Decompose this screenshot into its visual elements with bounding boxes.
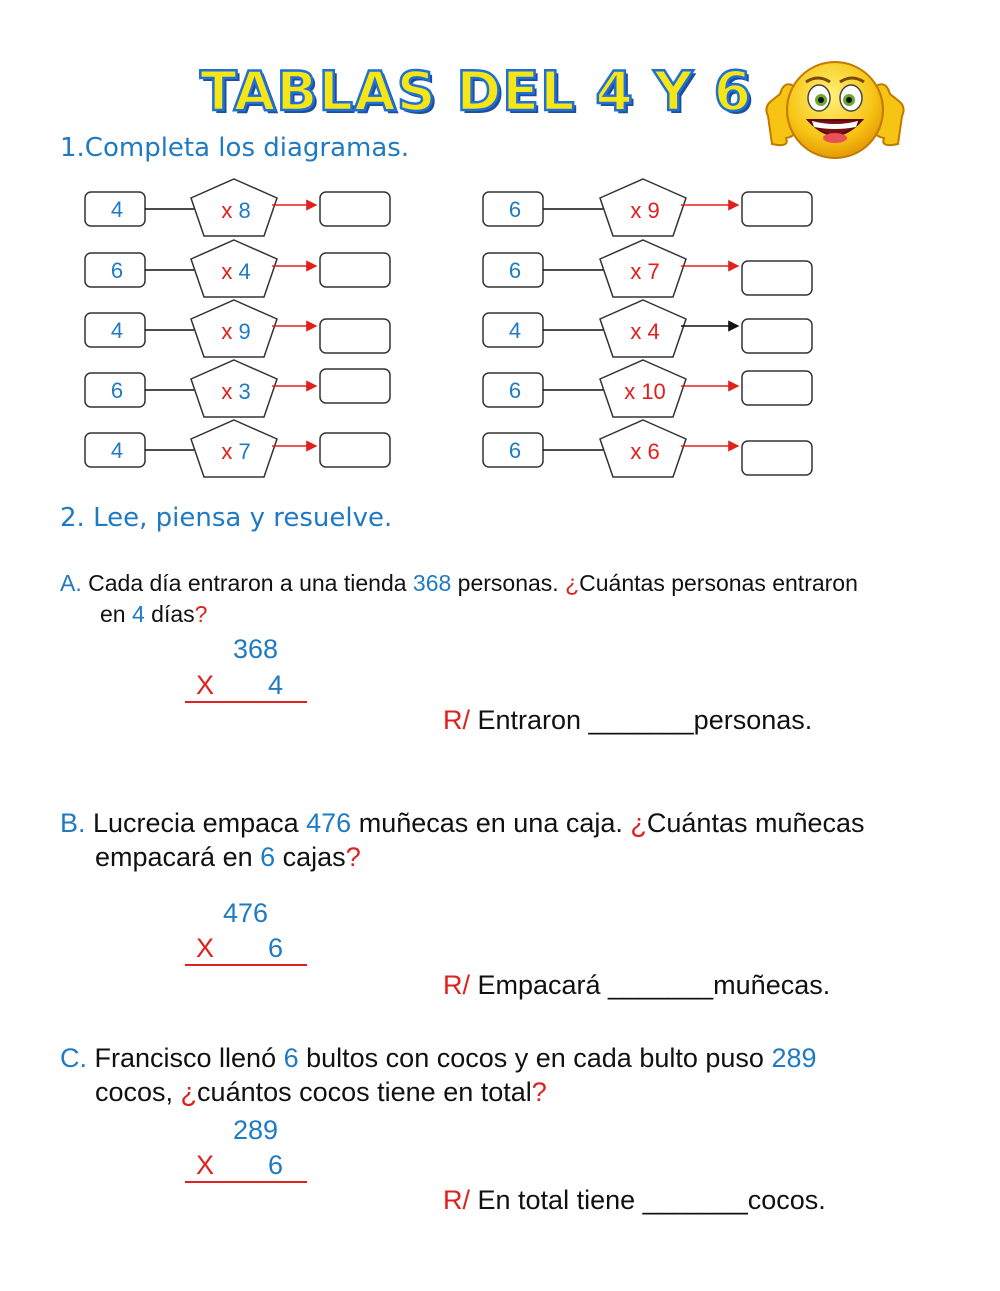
answer-line <box>443 1185 826 1216</box>
problem-letter: C. <box>60 1043 87 1073</box>
times-sign: x <box>221 259 239 284</box>
answer-box <box>742 319 812 353</box>
operation-label <box>221 198 250 223</box>
multiplier: 6 <box>268 1150 284 1180</box>
times-sign: x <box>221 319 239 344</box>
factor: 3 <box>238 379 251 404</box>
operation-underline <box>185 1181 307 1183</box>
answer-box <box>320 369 390 403</box>
problem-letter: A. <box>60 570 82 596</box>
answer-label: R/ <box>443 1185 470 1215</box>
factor: 4 <box>647 319 660 344</box>
problem-text: Cuántas muñecas <box>646 808 865 838</box>
operation-label <box>630 439 659 464</box>
left-diagram-4 <box>85 360 390 417</box>
input-number: 6 <box>508 258 522 283</box>
page-title: TABLAS DEL 4 Y 6 <box>200 60 753 123</box>
multiplication-diagrams <box>0 0 1000 500</box>
problem-b <box>60 808 960 873</box>
answer-label: R/ <box>443 970 470 1000</box>
times-sign: x <box>630 259 648 284</box>
multiplier: 4 <box>268 670 284 700</box>
answer-line <box>443 970 830 1001</box>
factor: 8 <box>238 198 251 223</box>
operation-label <box>624 379 666 404</box>
right-diagram-3 <box>483 300 812 357</box>
input-number: 4 <box>110 197 124 222</box>
multiplicand: 476 <box>223 898 269 928</box>
answer-box <box>320 253 390 287</box>
question-mark: ¿ <box>180 1077 198 1107</box>
problem-text: personas. <box>451 570 566 596</box>
times-sign: x <box>221 379 239 404</box>
input-number: 4 <box>110 318 124 343</box>
answer-box <box>320 192 390 226</box>
input-number: 4 <box>508 318 522 343</box>
problem-number: 368 <box>412 570 452 596</box>
input-number: 6 <box>110 258 124 283</box>
factor: 6 <box>647 439 660 464</box>
left-diagram-1 <box>85 179 390 236</box>
input-number: 6 <box>508 438 522 463</box>
question-mark: ¿ <box>565 570 580 596</box>
left-diagram-3 <box>85 300 390 357</box>
problem-text: cuántos cocos tiene en total <box>197 1077 532 1107</box>
problem-text: Cuántas personas entraron <box>579 570 858 596</box>
operation-label <box>221 319 250 344</box>
answer-line <box>443 705 812 736</box>
answer-box <box>320 433 390 467</box>
problem-number: 6 <box>260 842 276 872</box>
problem-text: cajas <box>275 842 346 872</box>
problem-text: Francisco llenó <box>87 1043 284 1073</box>
answer-text: Entraron _______personas. <box>470 705 813 735</box>
right-diagram-5 <box>483 420 812 477</box>
problem-text: muñecas en una caja. <box>351 808 631 838</box>
section-2-heading: 2. Lee, piensa y resuelve. <box>60 503 393 533</box>
times-sign: x <box>630 198 648 223</box>
problem-c <box>60 1043 960 1108</box>
problem-number: 4 <box>131 601 145 627</box>
times-sign: X <box>196 1150 215 1180</box>
factor: 9 <box>238 319 251 344</box>
input-number: 4 <box>110 438 124 463</box>
multiplier-row <box>196 1150 284 1181</box>
answer-box <box>742 261 812 295</box>
answer-text: Empacará _______muñecas. <box>470 970 831 1000</box>
operation-label <box>221 259 250 284</box>
times-sign: x <box>221 439 239 464</box>
times-sign: x <box>630 439 648 464</box>
problem-text: empacará en <box>95 842 261 872</box>
problem-text: cocos, <box>95 1077 181 1107</box>
problem-number: 476 <box>306 808 352 838</box>
input-number: 6 <box>110 378 124 403</box>
problem-text: en <box>100 601 132 627</box>
problem-text: bultos con cocos y en cada bulto puso <box>298 1043 772 1073</box>
times-sign: x <box>624 379 642 404</box>
times-sign: X <box>196 670 215 700</box>
right-diagram-2 <box>483 240 812 297</box>
multiplier-row <box>196 670 284 701</box>
factor: 9 <box>647 198 660 223</box>
factor: 7 <box>647 259 660 284</box>
factor: 7 <box>238 439 251 464</box>
multiplicand: 289 <box>233 1115 279 1145</box>
factor: 4 <box>238 259 251 284</box>
right-diagram-4 <box>483 360 812 417</box>
right-diagram-1 <box>483 179 812 236</box>
section-1-heading: 1.Completa los diagramas. <box>60 133 410 163</box>
question-mark: ? <box>194 601 208 627</box>
multiplicand: 368 <box>233 634 279 664</box>
factor: 10 <box>641 379 666 404</box>
left-diagram-5 <box>85 420 390 477</box>
answer-label: R/ <box>443 705 470 735</box>
operation-underline <box>185 964 307 966</box>
times-sign: x <box>630 319 648 344</box>
answer-box <box>742 441 812 475</box>
problem-a <box>60 570 960 628</box>
operation-label <box>630 319 659 344</box>
times-sign: x <box>221 198 239 223</box>
multiplier-row <box>196 933 284 964</box>
operation-label <box>630 259 659 284</box>
times-sign: X <box>196 933 215 963</box>
problem-text: Cada día entraron a una tienda <box>81 570 413 596</box>
answer-box <box>320 319 390 353</box>
operation-label <box>221 379 250 404</box>
multiplier: 6 <box>268 933 284 963</box>
question-mark: ¿ <box>630 808 647 838</box>
answer-box <box>742 371 812 405</box>
operation-label <box>630 198 659 223</box>
answer-box <box>742 192 812 226</box>
input-number: 6 <box>508 197 522 222</box>
problem-letter: B. <box>60 808 86 838</box>
answer-text: En total tiene _______cocos. <box>470 1185 826 1215</box>
question-mark: ? <box>531 1077 547 1107</box>
problem-number: 289 <box>771 1043 817 1073</box>
operation-label <box>221 439 250 464</box>
problem-text: días <box>144 601 195 627</box>
problem-number: 6 <box>283 1043 299 1073</box>
question-mark: ? <box>345 842 361 872</box>
operation-underline <box>185 701 307 703</box>
problem-text: Lucrecia empaca <box>85 808 307 838</box>
left-diagram-2 <box>85 240 390 297</box>
input-number: 6 <box>508 378 522 403</box>
